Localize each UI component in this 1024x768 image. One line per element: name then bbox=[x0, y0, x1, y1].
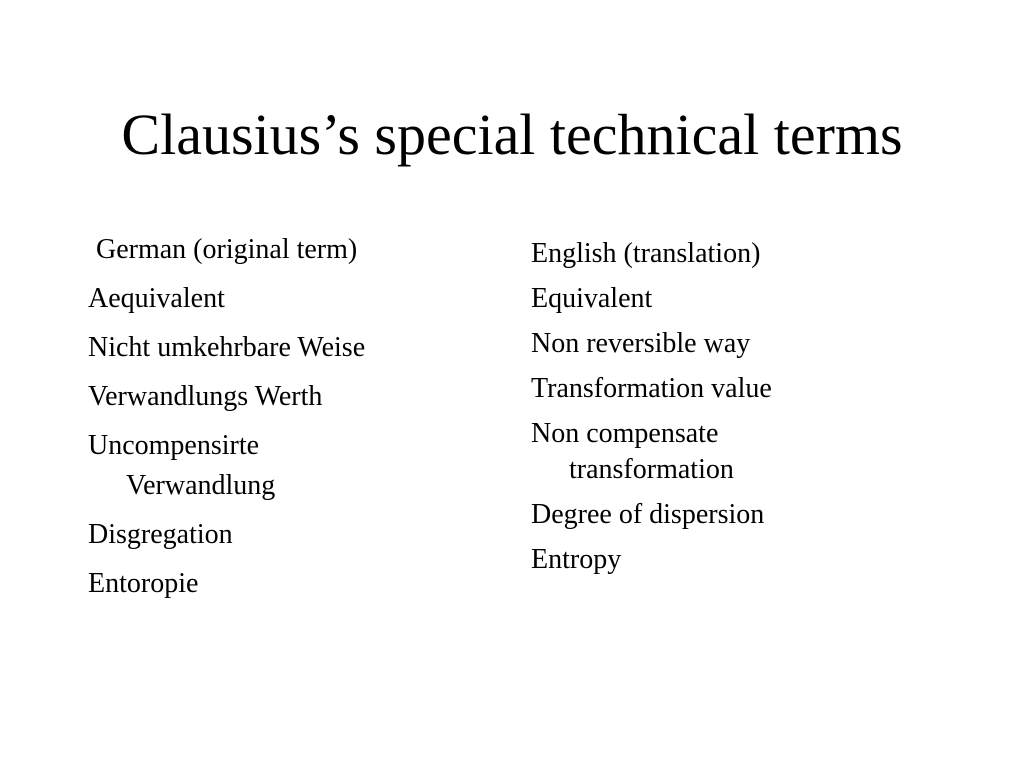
english-terms-column bbox=[531, 236, 931, 587]
german-term: Aequivalent bbox=[88, 283, 225, 314]
english-term: Transformation value bbox=[531, 373, 772, 404]
german-term: Nicht umkehrbare Weise bbox=[88, 332, 366, 363]
english-term: Degree of dispersion bbox=[531, 499, 765, 530]
german-term: Disgregation bbox=[88, 519, 233, 550]
german-terms-column bbox=[88, 230, 478, 613]
german-column-header: German (original term) bbox=[96, 234, 358, 265]
english-term: Equivalent bbox=[531, 283, 653, 314]
english-column-header: English (translation) bbox=[531, 238, 761, 269]
slide-title: Clausius’s special technical terms bbox=[121, 102, 903, 167]
german-term: Entoropie bbox=[88, 568, 199, 599]
german-term: Verwandlungs Werth bbox=[88, 381, 323, 412]
english-term: Non reversible way bbox=[531, 328, 751, 359]
english-term: Non compensate transformation bbox=[531, 418, 734, 485]
english-term: Entropy bbox=[531, 544, 622, 575]
german-term: Uncompensirte Verwandlung bbox=[88, 430, 276, 501]
